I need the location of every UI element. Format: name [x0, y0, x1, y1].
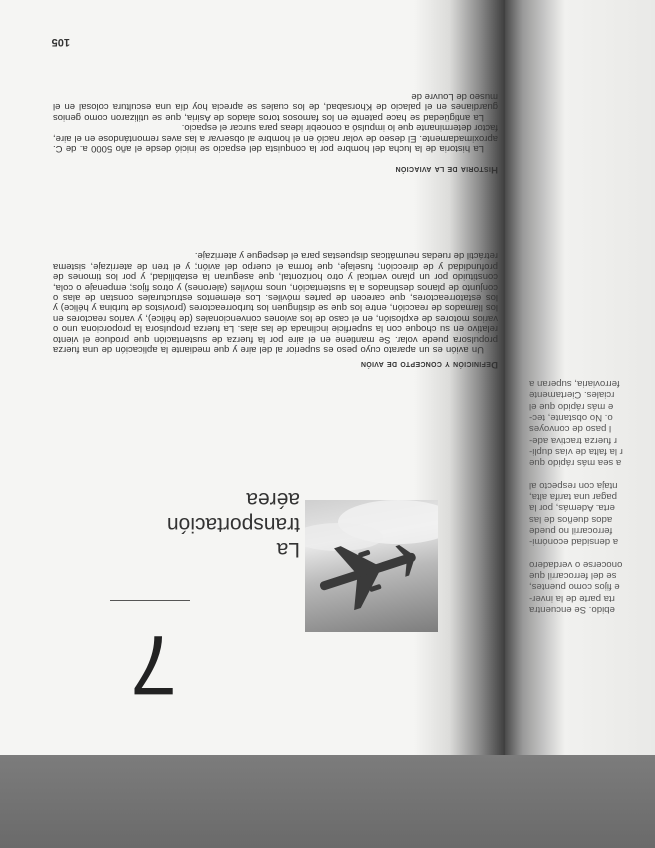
- left-page-line: se del ferrocarril que: [529, 570, 617, 582]
- left-page-line: e más rápido que el: [529, 400, 614, 412]
- left-page-line: r fuerza tractiva ade-: [529, 434, 617, 446]
- left-page-line: rta parte de la inver-: [529, 592, 615, 604]
- left-page-line: ados dueños de las: [529, 513, 613, 525]
- left-page-line: [529, 547, 641, 558]
- left-page-line: [529, 468, 641, 479]
- left-page-line: a densidad económi-: [529, 536, 619, 548]
- chapter-rule: [110, 600, 190, 601]
- paragraph: Un avión es un aparato cuyo peso es superior al del aire y que mediante la aplicación de una fuerza propulsora puede volar. Se mantiene en el aire por la fuerza de sustentación que produce el viento relativo en su choque con la superficie inclinada de las alas. La fuerza propulsora la proporciona uno o varios motores de explosión, en el caso de los aviones convencionales (de hélice), y varios reactores en los llamados de reacción, entre los que se distinguen los turborreactores (provistos de turbina y hélice) y los estatorreactores, que carecen de partes móviles. Los elementos estructurales constan de alas o conjunto de planos destinados a la sustentación, unos móviles (alerones) y otros fijos; empenaje o cola, constituido por un plano vertical y otro horizontal, que aseguran la estabilidad, y por los timones de profundidad y de dirección; fuselaje, que forma el cuerpo del avión; y el tren de aterrizaje, sistema retráctil de ruedas neumáticas dispuestas para el despegue y aterrizaje.: [53, 250, 498, 355]
- left-page-text-fragments: [529, 378, 641, 615]
- left-page-line: ebido. Se encuentra: [529, 604, 615, 615]
- section-history-text: [53, 91, 498, 153]
- left-page-line: a sea más rápido que: [529, 457, 622, 469]
- page-number: 105: [51, 36, 70, 48]
- airplane-photo: [305, 500, 438, 632]
- section-heading-definition: Definición y concepto de avión: [360, 359, 498, 370]
- left-page-line: ntaja con respecto al: [529, 479, 618, 491]
- left-page-line: pagar una tarifa alta,: [529, 491, 618, 503]
- paragraph: La antigüedad se hace patente en los famosos toros alados de Asiria, que se utilizaron como genios guardianes en el palacio de Khorsabad, de los cuales se aprecia hoy día una escultura colosal en el museo de Louvre de: [53, 90, 498, 123]
- left-page-line: ferroviaria, superan a: [529, 378, 620, 390]
- left-page-line: ferrocarril no puede: [529, 524, 613, 536]
- left-page-line: l paso de convoyes: [529, 423, 612, 435]
- scanner-background: [0, 755, 655, 848]
- left-page-line: onocerse o verdadero: [529, 558, 623, 570]
- section-definition-text: [53, 250, 498, 354]
- section-heading-history: Historia de la aviación: [395, 164, 498, 175]
- chapter-number: 7: [130, 618, 177, 712]
- chapter-title: La transportación aérea: [166, 488, 300, 561]
- left-page-line: o. No obstante, tec-: [529, 411, 613, 423]
- left-page-line: erta. Además, por la: [529, 502, 615, 514]
- left-page-line: rciales. Ciertamente: [529, 389, 615, 401]
- left-page-line: e fijos como puentes,: [529, 581, 620, 593]
- left-page: [505, 0, 655, 755]
- left-page-line: r la falta de vías dupli-: [529, 445, 623, 457]
- paragraph: La historia de la lucha del hombre por la conquista del espacio se inició desde el año 5000 a. de C. aproximadamente. El deseo de volar nació en el hombre al observar a las aves remontándose en el aire, factor determinante que lo impulsó a concebir ideas para surcar el espacio.: [53, 122, 498, 154]
